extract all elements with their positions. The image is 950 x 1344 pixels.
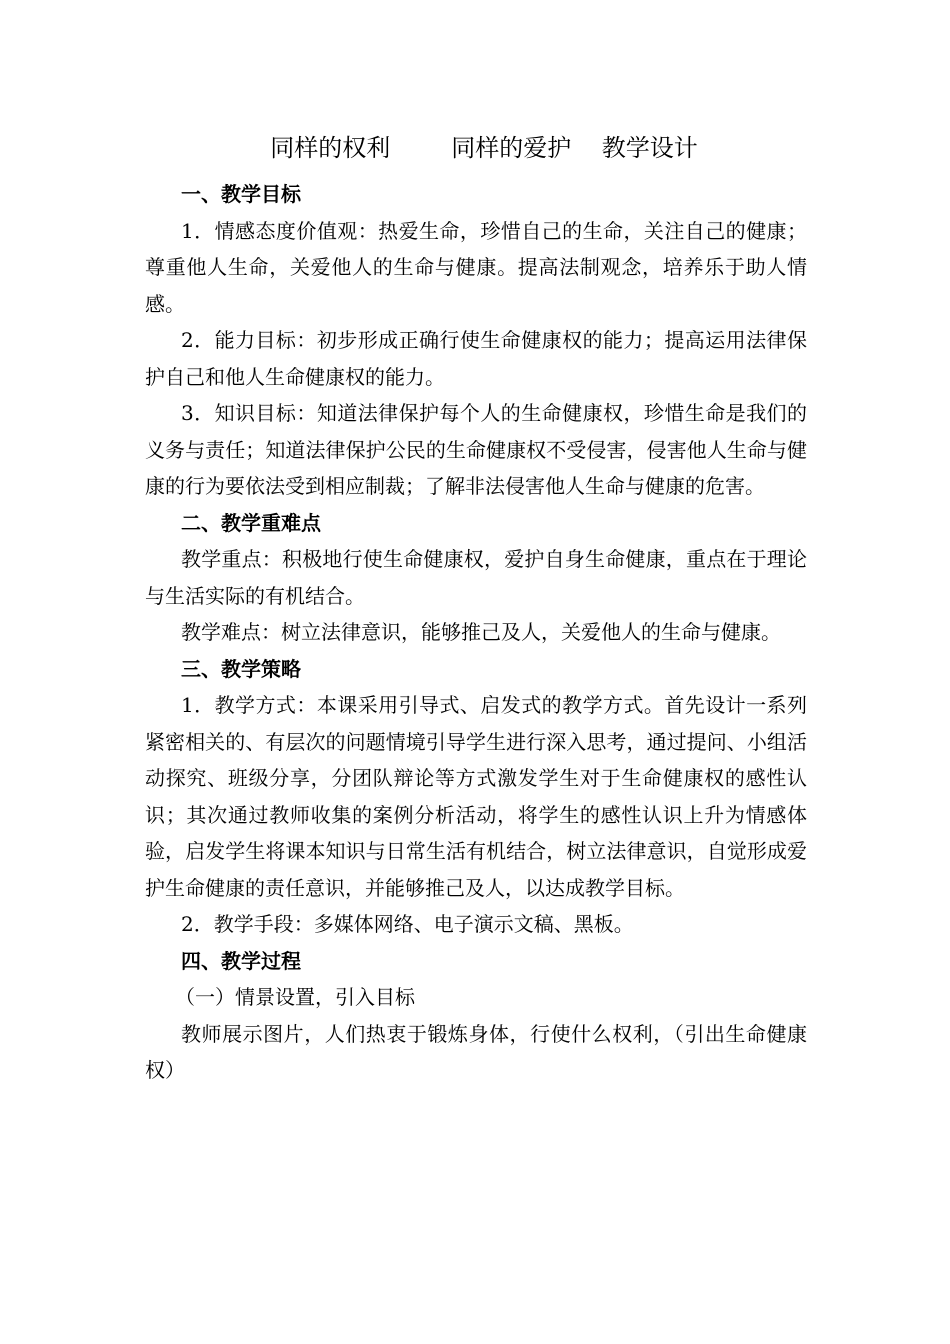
section-heading-key-points: 二、教学重难点 bbox=[181, 510, 321, 535]
section-heading-process: 四、教学过程 bbox=[181, 948, 301, 973]
section-heading-objectives: 一、教学目标 bbox=[181, 182, 301, 206]
paragraph: 1．情感态度价值观：热爱生命，珍惜自己的生命，关注自己的健康；尊重他人生命，关爱他人的生命与健康。提高法制观念，培养乐于助人情感。 bbox=[145, 218, 807, 316]
paragraph: 2．教学手段：多媒体网络、电子演示文稿、黑板。 bbox=[181, 912, 634, 936]
paragraph: 教师展示图片，人们热衷于锻炼身体，行使什么权利，（引出生命健康权） bbox=[145, 1021, 807, 1082]
paragraph: 3．知识目标：知道法律保护每个人的生命健康权，珍惜生命是我们的义务与责任；知道法律保护公民的生命健康权不受侵害，侵害他人生命与健康的行为要依法受到相应制裁；了解非法侵害他人生命与健康的危害。 bbox=[145, 401, 807, 498]
section-heading-strategy: 三、教学策略 bbox=[181, 656, 301, 681]
document-title: 同样的权利 同样的爱护 教学设计 bbox=[270, 134, 698, 162]
subsection-heading: （一）情景设置，引入目标 bbox=[175, 985, 415, 1009]
document-page bbox=[145, 128, 807, 1089]
paragraph: 2．能力目标：初步形成正确行使生命健康权的能力；提高运用法律保护自己和他人生命健康权的能力。 bbox=[145, 328, 807, 389]
paragraph: 1．教学方式：本课采用引导式、启发式的教学方式。首先设计一系列紧密相关的、有层次的问题情境引导学生进行深入思考，通过提问、小组活动探究、班级分享，分团队辩论等方式激发学生对于生命健康权的感性认识；其次通过教师收集的案例分析活动，将学生的感性认识上升为情感体验，启发学生将课本知识与日常生活有机结合，树立法律意识，自觉形成爱护生命健康的责任意识，并能够推己及人，以达成教学目标。 bbox=[145, 693, 807, 900]
paragraph: 教学难点：树立法律意识，能够推己及人，关爱他人的生命与健康。 bbox=[181, 620, 781, 644]
paragraph: 教学重点：积极地行使生命健康权，爱护自身生命健康，重点在于理论与生活实际的有机结合。 bbox=[145, 547, 807, 608]
